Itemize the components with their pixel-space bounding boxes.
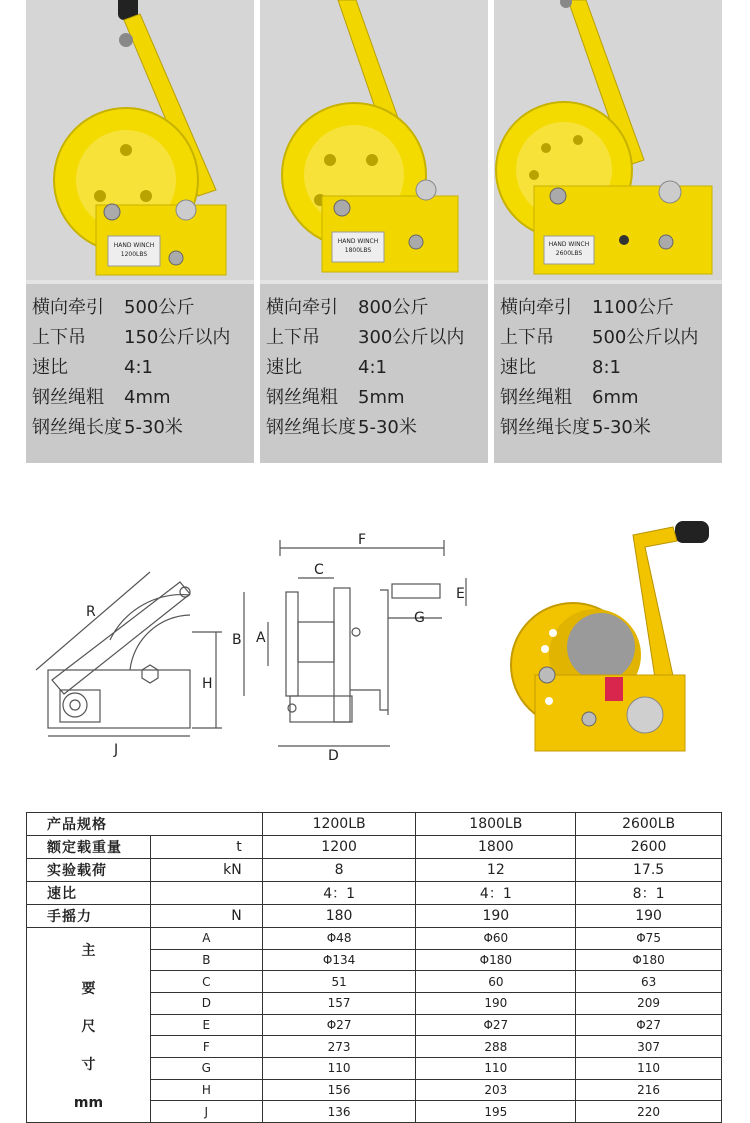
product-panel-2600 (494, 0, 722, 463)
table-cell: Φ27 (576, 1014, 722, 1036)
winch-photo-angled (505, 515, 725, 765)
table-cell: 216 (576, 1079, 722, 1101)
table-cell: 190 (416, 905, 576, 928)
spec-value: 8:1 (592, 357, 621, 378)
table-cell: Φ27 (262, 1014, 416, 1036)
dim-key: J (150, 1101, 262, 1123)
table-header-cell: 2600LB (576, 813, 722, 836)
spec-value: 300公斤以内 (358, 327, 465, 348)
table-cell: 288 (416, 1036, 576, 1058)
winch-photo-small (26, 0, 254, 280)
table-cell: 190 (416, 992, 576, 1014)
dim-key: G (150, 1057, 262, 1079)
table-cell: 60 (416, 971, 576, 993)
front-view-drawing (230, 530, 490, 770)
dim-key: E (150, 1014, 262, 1036)
table-cell: 157 (262, 992, 416, 1014)
spec-key: 横向牵引 (500, 297, 572, 318)
spec-key: 钢丝绳粗 (500, 387, 572, 408)
table-cell: Φ180 (416, 949, 576, 971)
dim-key: A (150, 928, 262, 950)
dim-group-char: 主 (81, 943, 96, 959)
table-cell: 17.5 (576, 859, 722, 882)
table-cell: 12 (416, 859, 576, 882)
table-cell: 180 (262, 905, 416, 928)
table-cell: Φ48 (262, 928, 416, 950)
dim-label-r: R (86, 604, 96, 620)
dim-label-e: E (456, 586, 465, 602)
table-row (27, 905, 722, 928)
table-cell: 190 (576, 905, 722, 928)
table-cell: 8 (262, 859, 416, 882)
row-label: 实验载荷 (27, 859, 151, 882)
spec-table (26, 812, 722, 1123)
spec-list (494, 284, 722, 463)
dim-label-c: C (314, 562, 324, 578)
dim-group-char: mm (73, 1095, 104, 1111)
dim-label-h: H (202, 676, 213, 692)
dim-label-g: G (414, 610, 425, 626)
table-header-cell: 1800LB (416, 813, 576, 836)
spec-value: 4:1 (124, 357, 153, 378)
spec-list (26, 284, 254, 463)
table-cell: 273 (262, 1036, 416, 1058)
nameplate-title: HAND WINCH (548, 241, 590, 248)
product-panel-1200 (26, 0, 254, 463)
spec-value: 5-30米 (592, 417, 651, 438)
spec-key: 横向牵引 (32, 297, 104, 318)
nameplate-model: 1200LBS (120, 251, 148, 258)
spec-key: 上下吊 (500, 327, 554, 348)
table-cell: 110 (262, 1057, 416, 1079)
dim-label-f: F (358, 532, 367, 548)
row-label: 额定载重量 (27, 836, 151, 859)
table-cell: 195 (416, 1101, 576, 1123)
table-cell: 1200 (262, 836, 416, 859)
spec-key: 速比 (266, 357, 302, 378)
winch-photo-medium (260, 0, 488, 280)
dim-key: B (150, 949, 262, 971)
spec-value: 1100公斤 (592, 297, 674, 318)
spec-key: 钢丝绳长度 (500, 417, 590, 438)
dim-group-label (27, 928, 151, 1123)
table-cell: Φ27 (416, 1014, 576, 1036)
spec-key: 钢丝绳长度 (266, 417, 356, 438)
table-cell: 4：1 (416, 882, 576, 905)
dim-key: D (150, 992, 262, 1014)
table-row (27, 882, 722, 905)
dim-group-char: 尺 (81, 1019, 96, 1035)
row-unit (150, 882, 262, 905)
row-unit: kN (150, 859, 262, 882)
spec-value: 800公斤 (358, 297, 429, 318)
table-cell: 51 (262, 971, 416, 993)
table-cell: 2600 (576, 836, 722, 859)
nameplate-model: 1800LBS (344, 247, 372, 254)
table-cell: 136 (262, 1101, 416, 1123)
spec-key: 钢丝绳粗 (32, 387, 104, 408)
winch-photo-large (494, 0, 722, 280)
table-cell: 209 (576, 992, 722, 1014)
nameplate-title: HAND WINCH (337, 238, 379, 245)
dim-label-a: A (256, 630, 266, 646)
table-cell: 63 (576, 971, 722, 993)
dim-group-char: 寸 (81, 1057, 96, 1073)
table-header-row (27, 813, 722, 836)
nameplate-title: HAND WINCH (113, 242, 155, 249)
spec-value: 5-30米 (358, 417, 417, 438)
product-panel-1800 (260, 0, 488, 463)
spec-key: 上下吊 (32, 327, 86, 348)
table-row (27, 836, 722, 859)
table-cell: 1800 (416, 836, 576, 859)
spec-key: 钢丝绳粗 (266, 387, 338, 408)
spec-value: 500公斤以内 (592, 327, 699, 348)
table-cell: Φ180 (576, 949, 722, 971)
table-cell: Φ134 (262, 949, 416, 971)
table-cell: Φ75 (576, 928, 722, 950)
dim-label-j: J (114, 742, 119, 758)
spec-value: 150公斤以内 (124, 327, 231, 348)
dim-key: H (150, 1079, 262, 1101)
table-cell: 110 (416, 1057, 576, 1079)
table-row (27, 859, 722, 882)
table-header-label: 产品规格 (27, 813, 263, 836)
table-cell: 220 (576, 1101, 722, 1123)
spec-value: 6mm (592, 387, 639, 408)
table-cell: 8：1 (576, 882, 722, 905)
spec-key: 钢丝绳长度 (32, 417, 122, 438)
spec-key: 速比 (500, 357, 536, 378)
spec-key: 上下吊 (266, 327, 320, 348)
dim-label-b: B (232, 632, 242, 648)
dim-key: C (150, 971, 262, 993)
row-unit: t (150, 836, 262, 859)
row-label: 速比 (27, 882, 151, 905)
row-unit: N (150, 905, 262, 928)
spec-value: 4:1 (358, 357, 387, 378)
dim-label-d: D (328, 748, 339, 764)
spec-key: 速比 (32, 357, 68, 378)
spec-value: 4mm (124, 387, 171, 408)
table-cell: 203 (416, 1079, 576, 1101)
table-cell: 110 (576, 1057, 722, 1079)
table-header-cell: 1200LB (262, 813, 416, 836)
spec-key: 横向牵引 (266, 297, 338, 318)
spec-list (260, 284, 488, 463)
table-cell: Φ60 (416, 928, 576, 950)
spec-value: 5-30米 (124, 417, 183, 438)
side-view-drawing (30, 520, 230, 770)
row-label: 手摇力 (27, 905, 151, 928)
table-cell: 307 (576, 1036, 722, 1058)
table-cell: 4：1 (262, 882, 416, 905)
dim-row (27, 928, 722, 950)
dim-key: F (150, 1036, 262, 1058)
dim-group-char: 要 (81, 981, 96, 997)
nameplate-model: 2600LBS (555, 250, 583, 257)
spec-value: 5mm (358, 387, 405, 408)
spec-value: 500公斤 (124, 297, 195, 318)
table-cell: 156 (262, 1079, 416, 1101)
